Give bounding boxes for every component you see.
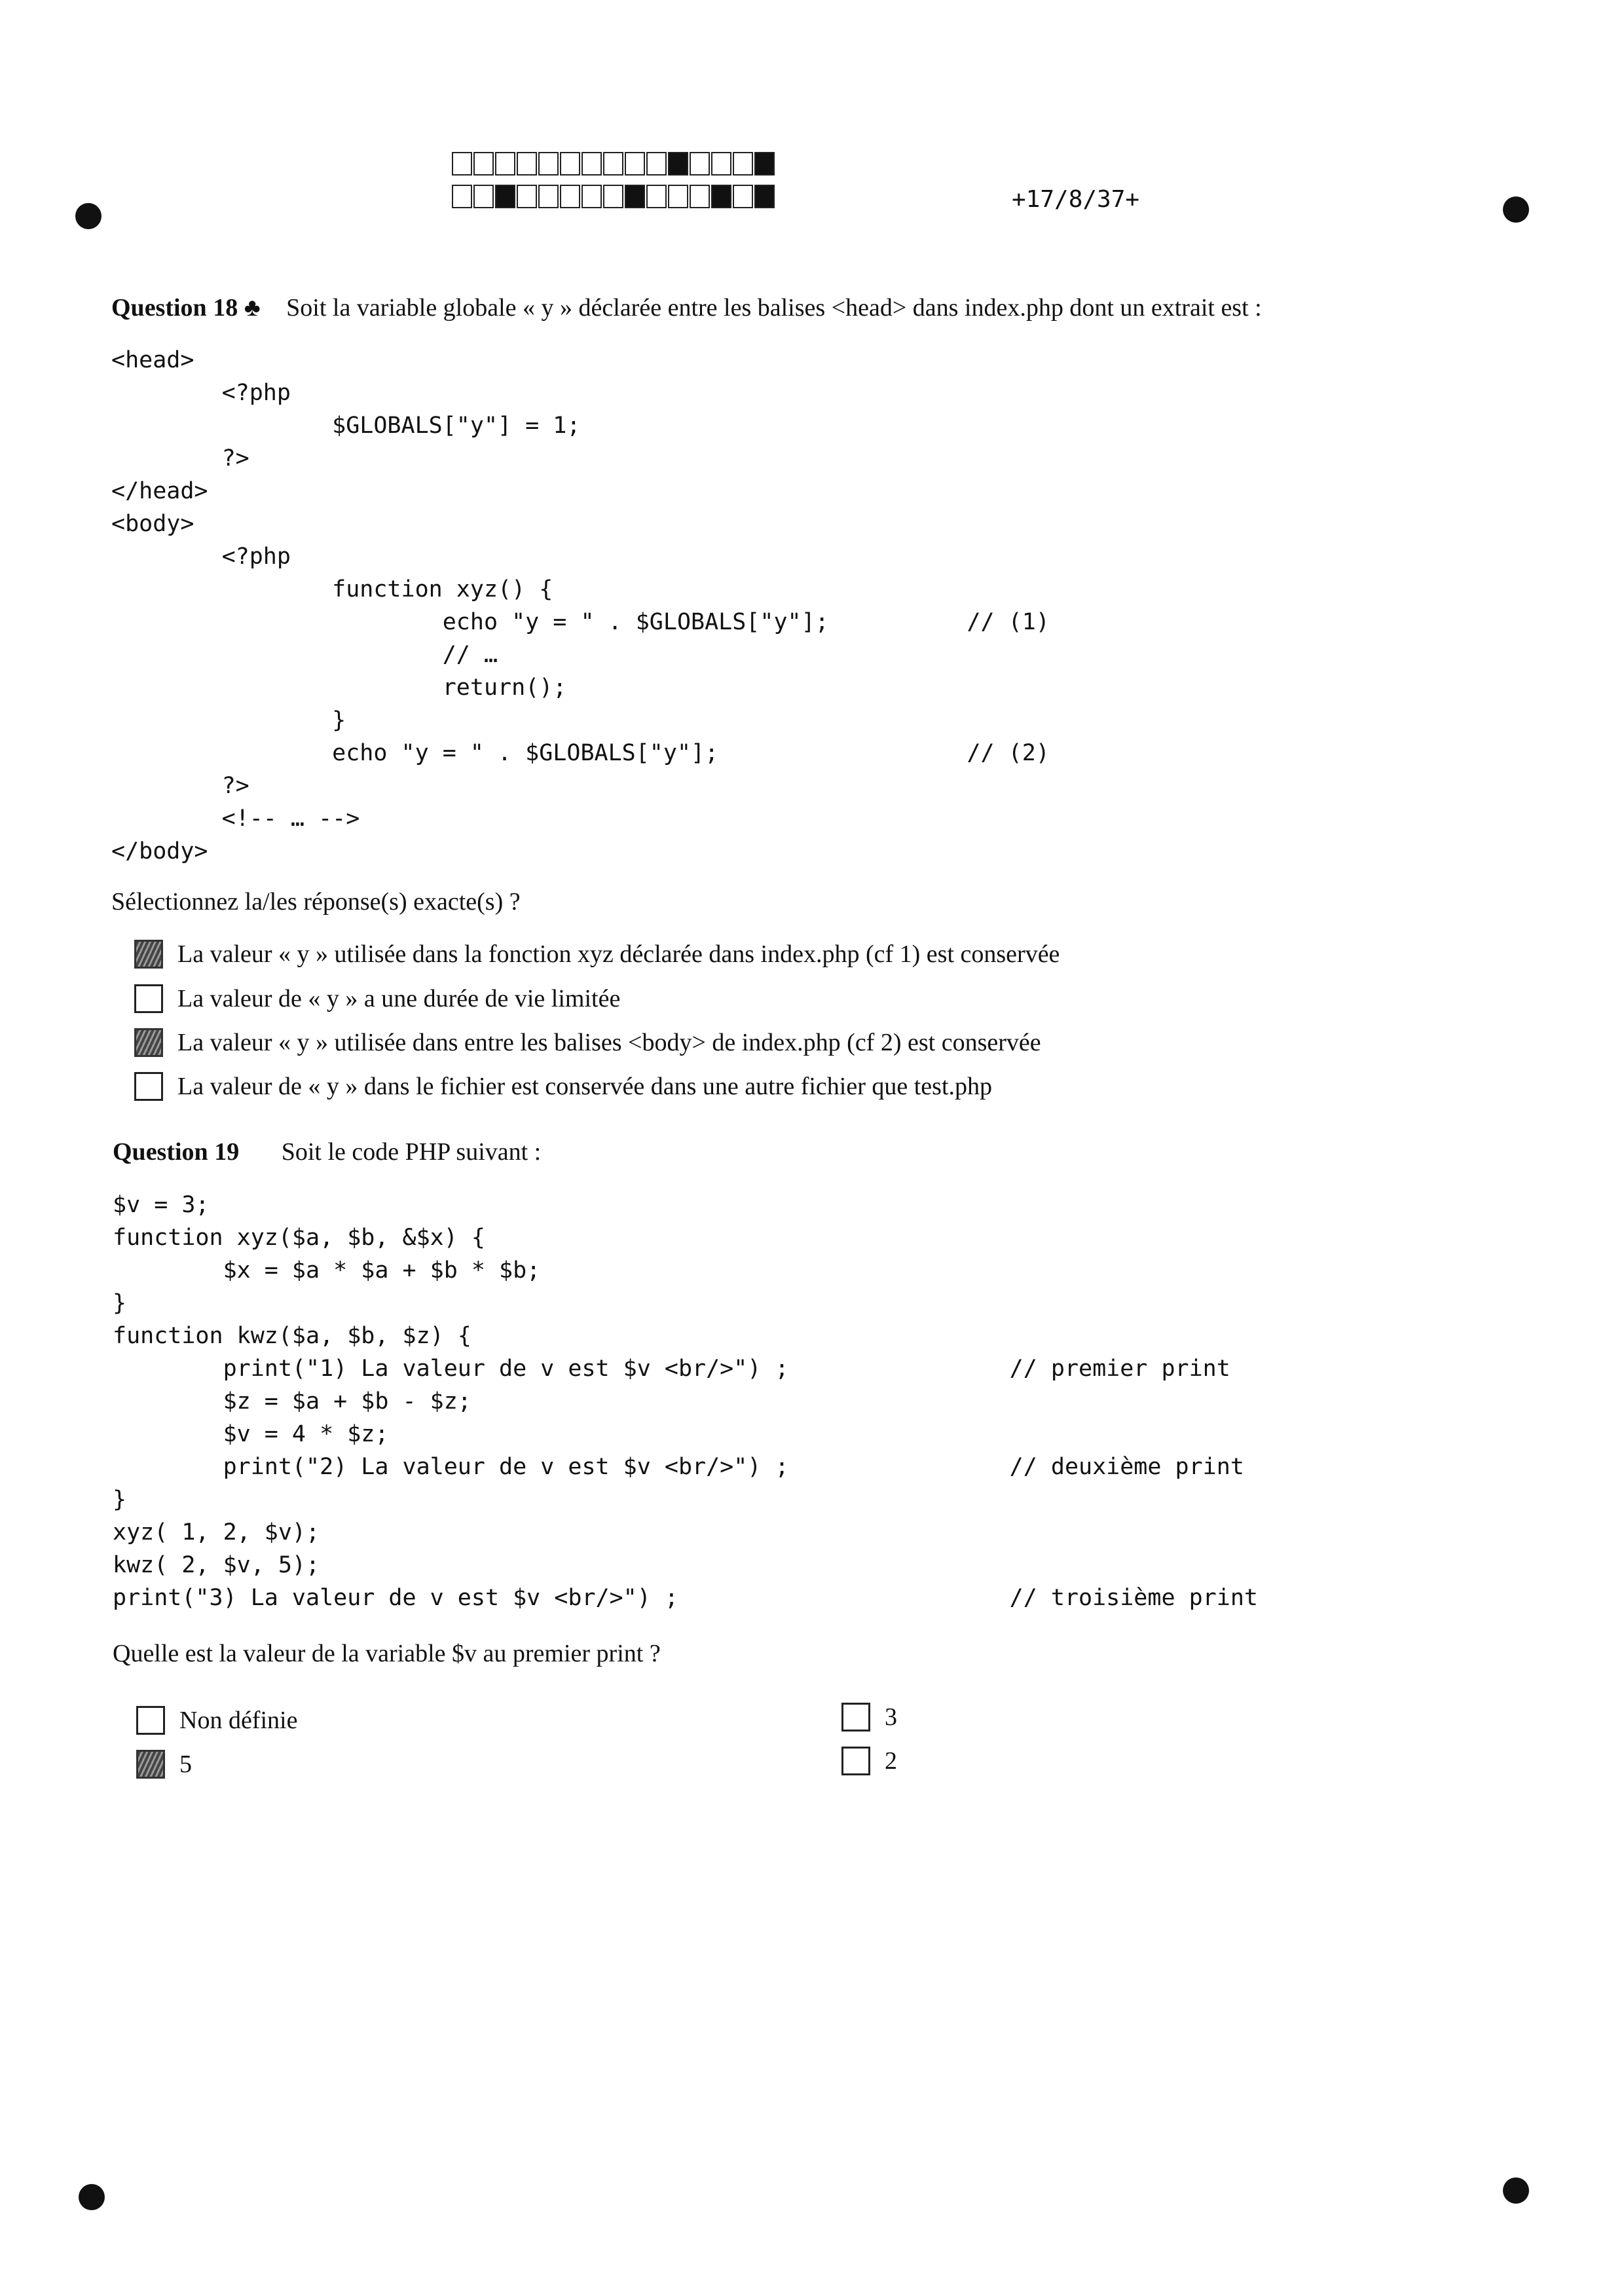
barcode-cell (452, 185, 472, 208)
q19-option-4-checkbox[interactable] (841, 1747, 870, 1775)
q18-option-4[interactable] (134, 1072, 992, 1101)
q18-option-1[interactable] (134, 940, 1060, 969)
barcode-cell (625, 185, 645, 208)
question-19-text: Soit le code PHP suivant : (281, 1138, 542, 1166)
barcode-row-1 (452, 152, 776, 176)
q18-option-3-checkbox[interactable] (134, 1028, 163, 1057)
barcode-cell (733, 152, 753, 176)
corner-mark-bottom-right (1503, 2177, 1529, 2204)
barcode-cell (495, 152, 515, 176)
question-18-header (111, 293, 1262, 322)
barcode-cell (668, 185, 688, 208)
q19-option-1-label: Non définie (179, 1707, 298, 1734)
q18-option-1-label: La valeur « y » utilisée dans la fonction xyz déclarée dans index.php (cf 1) est conservée (177, 940, 1060, 968)
corner-mark-top-left (75, 203, 101, 229)
barcode-cell (625, 152, 645, 176)
barcode-cell (538, 152, 559, 176)
q19-option-4-label: 2 (885, 1747, 897, 1775)
barcode-cell (646, 185, 667, 208)
barcode-cell (646, 152, 667, 176)
barcode-cell (495, 185, 515, 208)
q19-option-3-checkbox[interactable] (841, 1703, 870, 1731)
q19-option-2-checkbox[interactable] (136, 1750, 165, 1779)
question-19-prompt: Quelle est la valeur de la variable $v au premier print ? (113, 1640, 661, 1667)
q18-option-2-label: La valeur de « y » a une durée de vie limitée (177, 985, 621, 1012)
barcode-cell (581, 152, 602, 176)
barcode-cell (581, 185, 602, 208)
barcode-cell (603, 152, 623, 176)
q19-option-4[interactable] (841, 1747, 897, 1775)
q19-option-2[interactable] (136, 1750, 192, 1779)
barcode-cell (452, 152, 472, 176)
club-symbol-icon: ♣ (244, 294, 261, 322)
q18-option-4-label: La valeur de « y » dans le fichier est conservée dans une autre fichier que test.php (177, 1073, 992, 1100)
barcode-cell (690, 185, 710, 208)
barcode-cell (733, 185, 753, 208)
question-19-label: Question 19 (113, 1138, 240, 1166)
barcode-cell (668, 152, 688, 176)
question-19-code: $v = 3; function xyz($a, $b, &$x) { $x = $a * $a + $b * $b; } function kwz($a, $b, $z) { print("1) La valeur de v est $v <br/>") ; // premier print $z = $a + $b - $z; $v = 4 * $z; print("2) La valeur de v est $v <br/>") ; // deuxième print } xyz( 1, 2, $v); kwz( 2, $v, 5); print("3) La valeur de v est $v <br/>") ; // troisième print (113, 1192, 1258, 1611)
q18-option-1-checkbox[interactable] (134, 940, 163, 969)
q19-option-3-label: 3 (885, 1703, 897, 1731)
barcode-cell (517, 152, 537, 176)
q18-option-4-checkbox[interactable] (134, 1072, 163, 1101)
question-18-text: Soit la variable globale « y » déclarée entre les balises <head> dans index.php dont un extrait est : (286, 294, 1262, 322)
question-18-label: Question 18 (111, 294, 238, 322)
q19-option-2-label: 5 (179, 1750, 192, 1778)
q18-option-3-label: La valeur « y » utilisée dans entre les balises <body> de index.php (cf 2) est conservée (177, 1029, 1041, 1056)
barcode-cell (560, 185, 580, 208)
barcode-cell (711, 152, 731, 176)
corner-mark-bottom-left (79, 2184, 105, 2210)
question-18-prompt: Sélectionnez la/les réponse(s) exacte(s) ? (111, 888, 521, 916)
question-18-code: <head> <?php $GLOBALS["y"] = 1; ?> </head> <body> <?php function xyz() { echo "y = " . $GLOBALS["y"]; // (1) // … return(); } echo "y = " . $GLOBALS["y"]; // (2) ?> <!-- … --> </body> (111, 347, 1050, 864)
corner-mark-top-right (1503, 196, 1529, 223)
barcode-cell (538, 185, 559, 208)
page-identifier: +17/8/37+ (1012, 186, 1140, 213)
q18-option-3[interactable] (134, 1028, 1041, 1057)
q18-option-2[interactable] (134, 984, 620, 1013)
q18-option-2-checkbox[interactable] (134, 984, 163, 1013)
question-19-header (113, 1138, 541, 1166)
q19-option-1[interactable] (136, 1706, 297, 1735)
barcode-cell (473, 185, 494, 208)
barcode-cell (517, 185, 537, 208)
barcode-cell (711, 185, 731, 208)
barcode-row-2 (452, 185, 776, 208)
q19-option-3[interactable] (841, 1703, 897, 1731)
q19-option-1-checkbox[interactable] (136, 1706, 165, 1735)
barcode-cell (690, 152, 710, 176)
barcode-cell (473, 152, 494, 176)
barcode-cell (754, 185, 775, 208)
barcode-cell (754, 152, 775, 176)
barcode-cell (603, 185, 623, 208)
barcode-cell (560, 152, 580, 176)
